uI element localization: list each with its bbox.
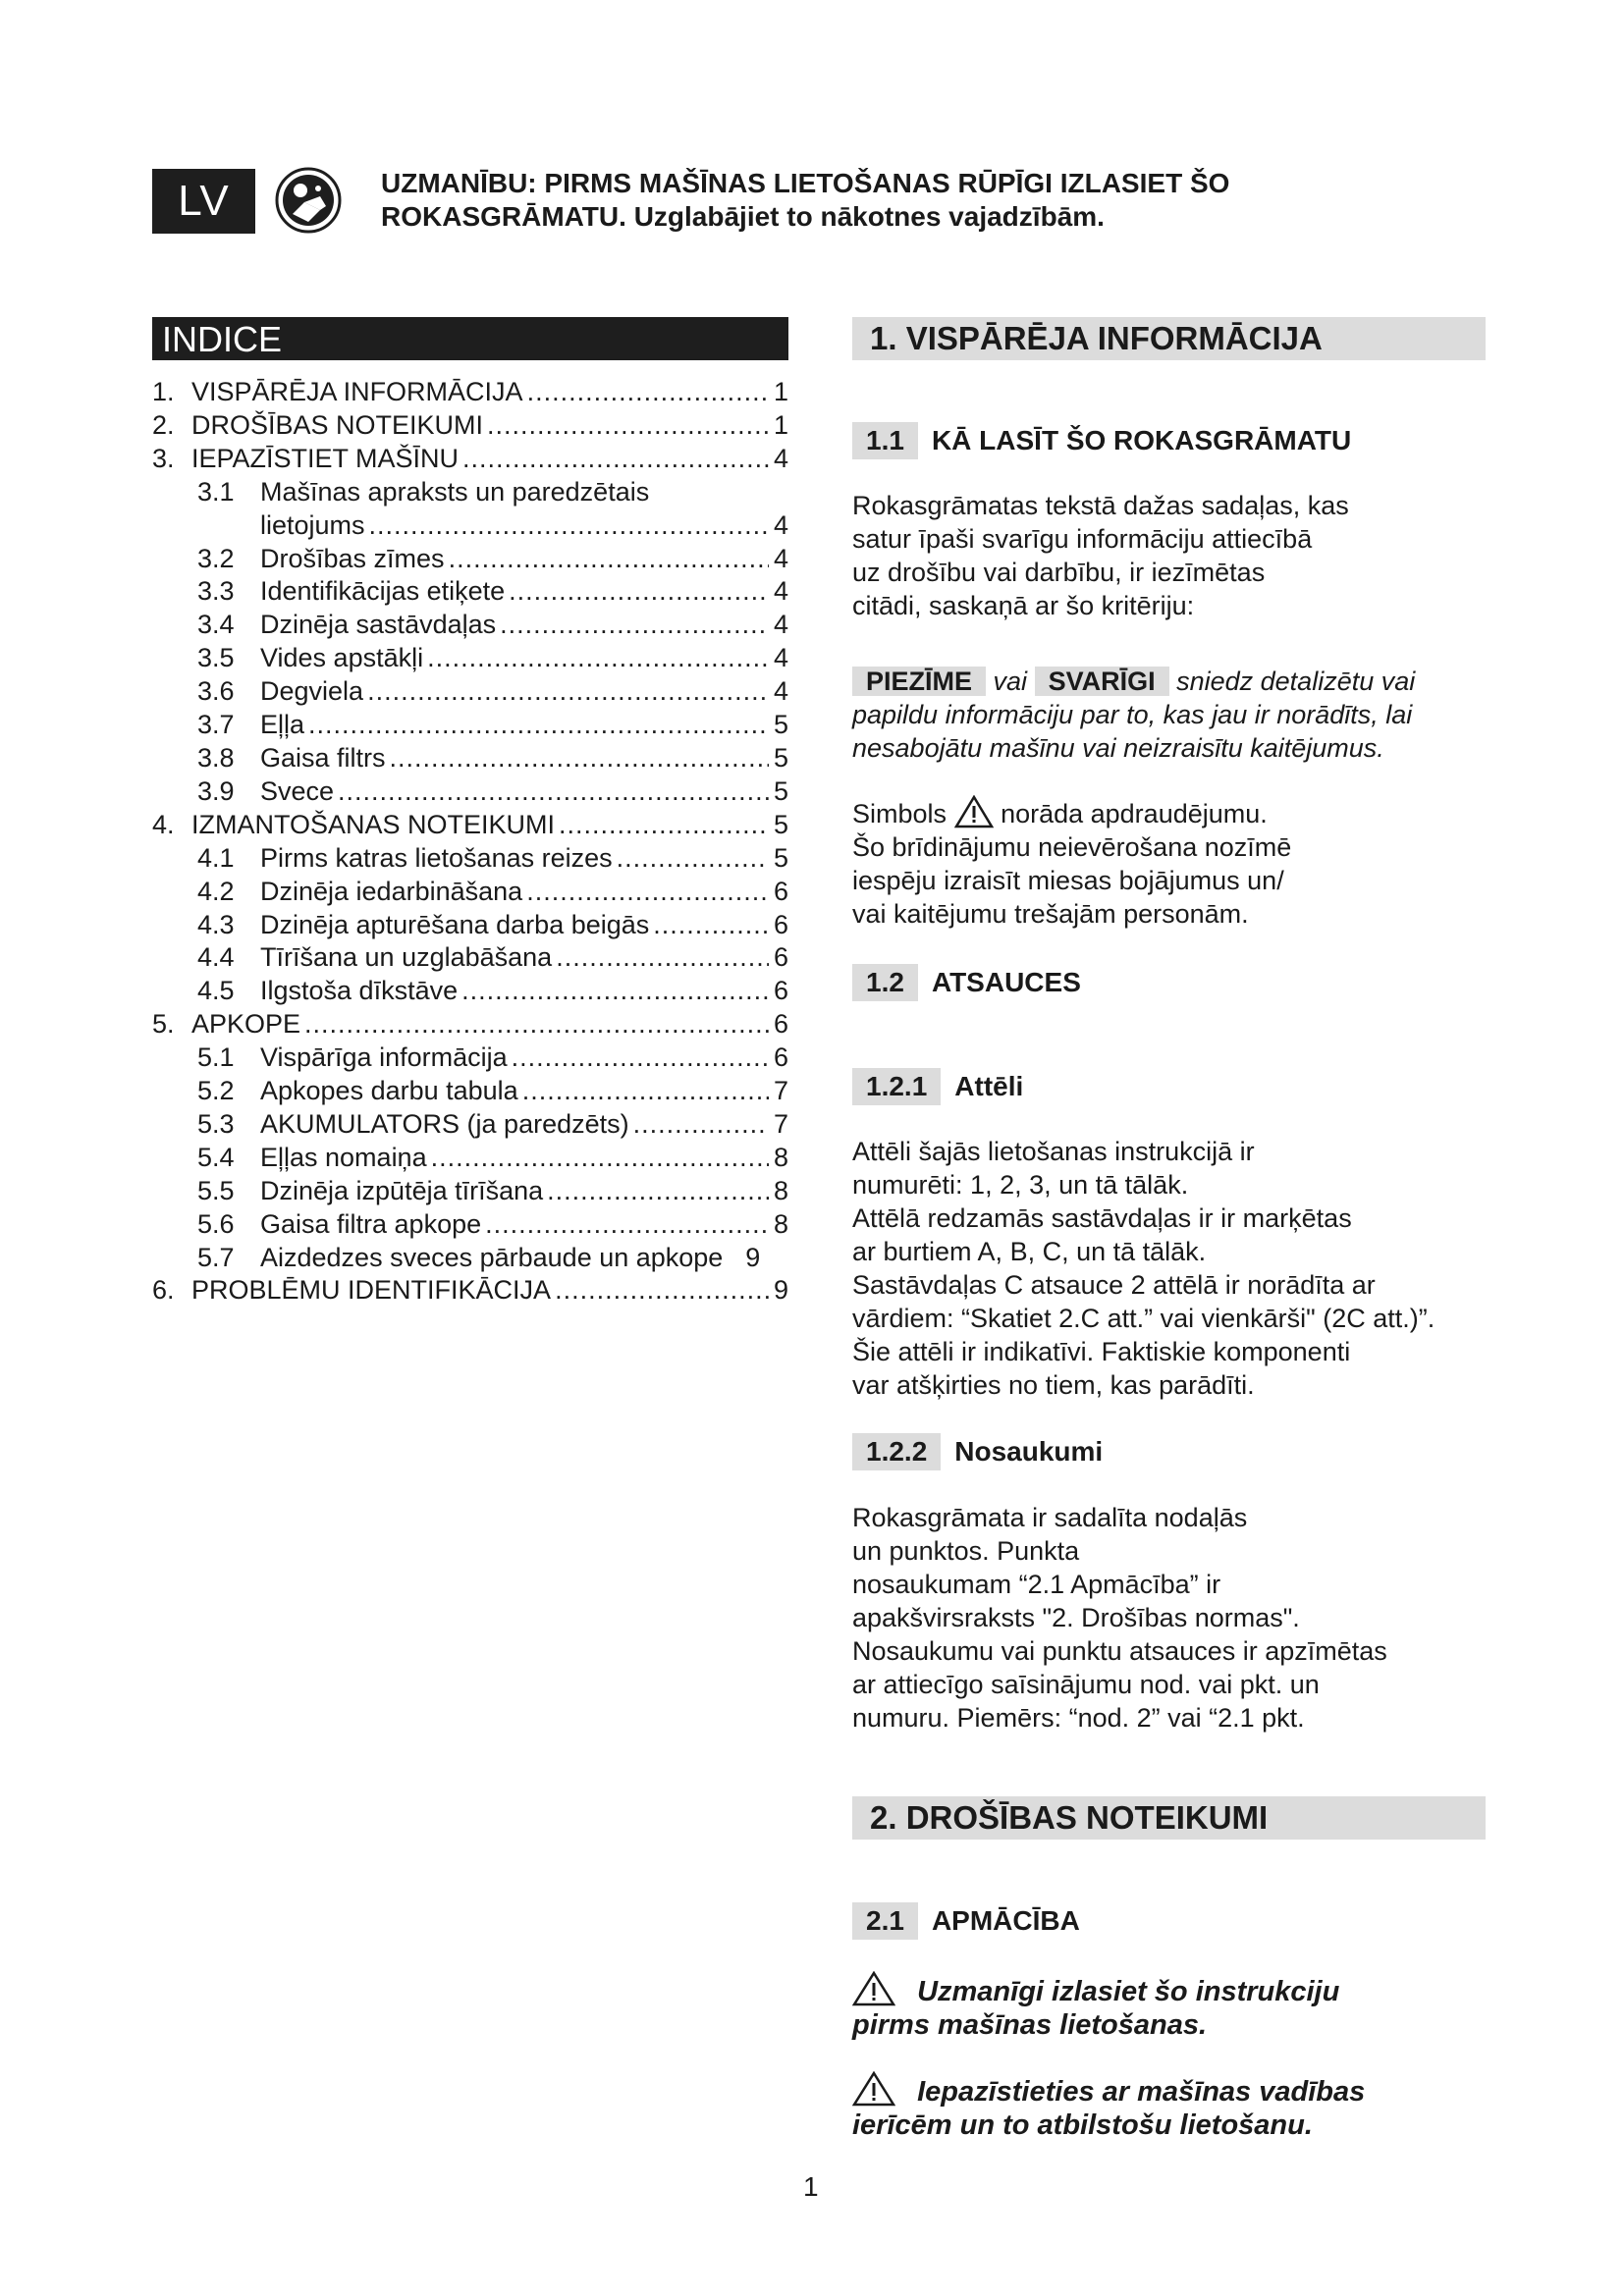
toc-number: 3.1	[197, 476, 235, 507]
page-number: 1	[803, 2171, 819, 2202]
toc-text: IEPAZĪSTIET MAŠĪNU	[191, 443, 460, 473]
text-line: Attēlā redzamās sastāvdaļas ir ir marķētas	[852, 1203, 1352, 1233]
note-label: PIEZĪME	[852, 667, 986, 696]
table-of-contents	[152, 376, 788, 1308]
text-line: ar attiecīgo saīsinājumu nod. vai pkt. un	[852, 1670, 1320, 1699]
toc-leader	[653, 909, 769, 942]
toc-text: Vides apstākļi	[260, 643, 424, 673]
toc-number: 5.	[152, 1009, 175, 1040]
toc-entry	[152, 1008, 788, 1041]
text-line: iespēju izraisīt miesas bojājumus un/	[852, 866, 1284, 895]
toc-page: 5	[773, 842, 788, 873]
toc-text: Tīrīšana un uzglabāšana	[260, 942, 553, 973]
toc-entry-continuation	[152, 509, 788, 543]
toc-leader	[487, 409, 769, 443]
toc-page: 8	[773, 1142, 788, 1172]
text-line: un punktos. Punkta	[852, 1536, 1080, 1566]
toc-text: Eļļa	[260, 710, 305, 740]
note-text-1: sniedz detalizētu vai	[1176, 667, 1416, 696]
toc-leader	[304, 1008, 769, 1041]
text-line: numurēti: 1, 2, 3, un tā tālāk.	[852, 1170, 1189, 1200]
toc-leader	[556, 941, 769, 975]
toc-number: 5.3	[197, 1108, 235, 1139]
subsection-number: 2.1	[852, 1902, 918, 1940]
text-line: Šo brīdinājumu neievērošana nozīmē	[852, 832, 1292, 862]
subsection-title: Attēli	[954, 1071, 1024, 1101]
toc-entry	[152, 1108, 788, 1142]
text-line: apakšvirsraksts "2. Drošības normas".	[852, 1603, 1300, 1632]
warning-read-instructions	[852, 1971, 1490, 2042]
subsection-1-2-2-heading	[852, 1433, 1103, 1470]
text-line: vārdiem: “Skatiet 2.C att.” vai vienkārši" (2C att.)”.	[852, 1304, 1435, 1333]
toc-leader	[522, 1075, 769, 1108]
text-line: Sastāvdaļas C atsauce 2 attēlā ir norādīta ar	[852, 1270, 1376, 1300]
toc-page: 6	[773, 1009, 788, 1040]
toc-page: 4	[773, 443, 788, 473]
text-line: satur īpaši svarīgu informāciju attiecībā	[852, 524, 1313, 554]
toc-text: Mašīnas apraksts un paredzētais	[260, 476, 650, 507]
toc-leader	[617, 842, 769, 876]
toc-leader	[427, 642, 769, 675]
toc-page: 6	[773, 909, 788, 939]
toc-text: Dzinēja apturēšana darba beigās	[260, 909, 650, 939]
read-manual-icon	[275, 167, 342, 234]
language-code: LV	[178, 177, 230, 225]
text-line: citādi, saskaņā ar šo kritēriju:	[852, 591, 1195, 620]
toc-page: 6	[773, 942, 788, 973]
text-line: var atšķirties no tiem, kas parādīti.	[852, 1370, 1255, 1400]
text-line: Nosaukumu vai punktu atsauces ir apzīmētas	[852, 1636, 1387, 1666]
toc-entry	[152, 909, 788, 942]
toc-entry	[152, 975, 788, 1008]
text-line: Rokasgrāmatas tekstā dažas sadaļas, kas	[852, 491, 1349, 520]
toc-number: 4.	[152, 809, 175, 839]
toc-leader	[559, 809, 769, 842]
toc-page: 7	[773, 1108, 788, 1139]
subsection-1-2-1-heading	[852, 1068, 1023, 1105]
toc-number: 5.5	[197, 1175, 235, 1205]
text-line: ar burtiem A, B, C, un tā tālāk.	[852, 1237, 1207, 1266]
toc-text: Eļļas nomaiņa	[260, 1142, 427, 1172]
toc-page: 4	[773, 576, 788, 607]
toc-leader	[500, 609, 769, 642]
toc-page: 1	[773, 377, 788, 406]
warning-triangle-icon	[852, 2071, 895, 2107]
toc-page: 4	[773, 543, 788, 573]
subsection-1-1-heading	[852, 422, 1351, 459]
note-text-3: nesabojātu mašīnu vai neizraisītu kaitējumus.	[852, 733, 1384, 763]
toc-entry	[152, 1041, 788, 1075]
subsection-title: ATSAUCES	[931, 967, 1081, 997]
warning-text-1a: Uzmanīgi izlasiet šo instrukciju	[917, 1976, 1340, 2007]
paragraph-reading-intro	[852, 489, 1490, 622]
toc-page: 9	[745, 1242, 761, 1272]
text-line: Rokasgrāmata ir sadalīta nodaļās	[852, 1503, 1248, 1532]
toc-leader	[462, 443, 769, 476]
toc-number: 2.	[152, 409, 175, 440]
toc-entry	[152, 409, 788, 443]
note-text-2: papildu informāciju par to, kas jau ir norādīts, lai	[852, 700, 1413, 729]
index-title: INDICE	[152, 317, 788, 360]
toc-leader	[461, 975, 769, 1008]
toc-leader	[527, 376, 769, 409]
toc-leader	[369, 509, 769, 543]
toc-text: Dzinēja sastāvdaļas	[260, 610, 497, 640]
toc-number: 5.2	[197, 1076, 235, 1106]
warning-text-1b: pirms mašīnas lietošanas.	[852, 2009, 1208, 2041]
toc-page: 7	[773, 1076, 788, 1106]
toc-text: Dzinēja izpūtēja tīrīšana	[260, 1175, 544, 1205]
warning-triangle-icon	[954, 795, 994, 828]
toc-page: 6	[773, 876, 788, 906]
toc-page: 8	[773, 1208, 788, 1239]
toc-leader	[308, 709, 769, 742]
language-badge	[152, 169, 255, 234]
toc-leader	[547, 1175, 769, 1208]
text-line: Attēli šajās lietošanas instrukcijā ir	[852, 1137, 1255, 1166]
toc-number: 3.7	[197, 710, 235, 740]
note-vai: vai	[993, 667, 1028, 696]
toc-leader	[485, 1208, 769, 1242]
toc-number: 4.3	[197, 909, 235, 939]
toc-number: 3.8	[197, 742, 235, 773]
toc-number: 6.	[152, 1275, 175, 1306]
toc-page: 1	[773, 409, 788, 440]
toc-number: 5.1	[197, 1042, 235, 1073]
toc-number: 5.7	[197, 1242, 235, 1272]
hazard-paragraph	[852, 795, 1490, 931]
toc-leader	[338, 775, 769, 809]
text-line: uz drošību vai darbību, ir iezīmētas	[852, 558, 1266, 587]
toc-text: Pirms katras lietošanas reizes	[260, 842, 613, 873]
symbol-post: norāda apdraudējumu.	[1001, 799, 1268, 828]
toc-entry	[152, 575, 788, 609]
warning-text-2a: Iepazīstieties ar mašīnas vadības	[917, 2076, 1366, 2108]
toc-page: 5	[773, 809, 788, 839]
toc-page: 4	[773, 676, 788, 707]
toc-number: 1.	[152, 377, 175, 406]
toc-page: 6	[773, 1042, 788, 1073]
toc-text: AKUMULATORS (ja paredzēts)	[260, 1108, 629, 1139]
subsection-number: 1.2.2	[852, 1433, 941, 1470]
subsection-number: 1.1	[852, 422, 918, 459]
toc-page: 5	[773, 710, 788, 740]
toc-leader	[633, 1108, 769, 1142]
toc-number: 3.9	[197, 775, 235, 806]
important-label: SVARĪGI	[1035, 667, 1169, 696]
toc-leader	[555, 1274, 769, 1308]
text-line: vai kaitējumu trešajām personām.	[852, 899, 1249, 929]
toc-number: 4.1	[197, 842, 235, 873]
toc-text: Dzinēja iedarbināšana	[260, 876, 523, 906]
toc-leader	[509, 575, 769, 609]
paragraph-titles	[852, 1501, 1490, 1735]
subsection-title: APMĀCĪBA	[931, 1905, 1080, 1936]
text-line: Šie attēli ir indikatīvi. Faktiskie komponenti	[852, 1337, 1351, 1366]
toc-text: VISPĀRĒJA INFORMĀCIJA	[191, 377, 523, 406]
subsection-title: KĀ LASĪT ŠO ROKASGRĀMATU	[931, 425, 1352, 455]
text-line: nosaukumam “2.1 Apmācība” ir	[852, 1570, 1221, 1599]
toc-number: 4.2	[197, 876, 235, 906]
toc-text: APKOPE	[191, 1009, 301, 1040]
toc-number: 3.4	[197, 610, 235, 640]
toc-text: Gaisa filtrs	[260, 742, 386, 773]
toc-text: Gaisa filtra apkope	[260, 1208, 482, 1239]
toc-entry	[152, 1242, 788, 1275]
toc-page: 6	[773, 976, 788, 1006]
toc-text: Ilgstoša dīkstāve	[260, 976, 459, 1006]
toc-entry	[152, 809, 788, 842]
toc-number: 3.	[152, 443, 175, 473]
toc-number: 5.6	[197, 1208, 235, 1239]
toc-entry	[152, 1142, 788, 1175]
warning-line-2: ROKASGRĀMATU. Uzglabājiet to nākotnes vajadzībām.	[381, 201, 1105, 232]
section-1-title: 1. VISPĀRĒJA INFORMĀCIJA	[852, 317, 1486, 360]
toc-entry	[152, 1175, 788, 1208]
toc-number: 3.2	[197, 543, 235, 573]
symbol-pre: Simbols	[852, 799, 947, 828]
toc-page: 4	[773, 610, 788, 640]
toc-text: Identifikācijas etiķete	[260, 576, 506, 607]
toc-entry	[152, 543, 788, 576]
text-line: numuru. Piemērs: “nod. 2” vai “2.1 pkt.	[852, 1703, 1305, 1733]
toc-entry	[152, 1075, 788, 1108]
toc-page: 4	[773, 643, 788, 673]
note-paragraph	[852, 665, 1490, 765]
toc-text: Vispārīga informācija	[260, 1042, 508, 1073]
toc-entry	[152, 842, 788, 876]
toc-leader	[526, 876, 769, 909]
toc-page: 9	[773, 1275, 788, 1306]
toc-entry	[152, 642, 788, 675]
toc-page: 4	[773, 509, 788, 540]
toc-entry	[152, 376, 788, 409]
toc-page: 8	[773, 1175, 788, 1205]
toc-entry	[152, 609, 788, 642]
toc-number: 3.6	[197, 676, 235, 707]
warning-text-2b: ierīcēm un to atbilstošu lietošanu.	[852, 2109, 1313, 2141]
subsection-number: 1.2	[852, 964, 918, 1001]
section-2-title: 2. DROŠĪBAS NOTEIKUMI	[852, 1796, 1486, 1840]
paragraph-figures	[852, 1135, 1490, 1402]
warning-line-1: UZMANĪBU: PIRMS MAŠĪNAS LIETOŠANAS RŪPĪGI IZLASIET ŠO	[381, 168, 1230, 198]
toc-leader	[367, 675, 769, 709]
toc-leader	[449, 543, 769, 576]
toc-number: 4.4	[197, 942, 235, 973]
warning-learn-controls	[852, 2071, 1490, 2142]
subsection-number: 1.2.1	[852, 1068, 941, 1105]
toc-entry	[152, 941, 788, 975]
toc-entry	[152, 476, 788, 509]
toc-text: Aizdedzes sveces pārbaude un apkope	[260, 1242, 724, 1272]
subsection-2-1-heading	[852, 1902, 1080, 1940]
toc-entry	[152, 775, 788, 809]
toc-number: 3.5	[197, 643, 235, 673]
toc-entry	[152, 1274, 788, 1308]
toc-text: Apkopes darbu tabula	[260, 1076, 518, 1106]
toc-text: lietojums	[260, 509, 365, 540]
toc-text: IZMANTOŠANAS NOTEIKUMI	[191, 809, 556, 839]
toc-entry	[152, 675, 788, 709]
toc-leader	[431, 1142, 769, 1175]
toc-entry	[152, 1208, 788, 1242]
subsection-title: Nosaukumi	[954, 1436, 1104, 1467]
toc-number: 4.5	[197, 976, 235, 1006]
toc-text: DROŠĪBAS NOTEIKUMI	[191, 409, 484, 440]
warning-triangle-icon	[852, 1971, 895, 2006]
toc-entry	[152, 742, 788, 775]
toc-entry	[152, 876, 788, 909]
toc-page: 5	[773, 775, 788, 806]
toc-text: Svece	[260, 775, 335, 806]
warning-header	[381, 167, 1363, 234]
toc-number: 5.4	[197, 1142, 235, 1172]
toc-text: PROBLĒMU IDENTIFIKĀCIJA	[191, 1275, 552, 1306]
toc-number: 3.3	[197, 576, 235, 607]
toc-entry	[152, 443, 788, 476]
toc-text: Drošības zīmes	[260, 543, 445, 573]
toc-leader	[390, 742, 769, 775]
toc-entry	[152, 709, 788, 742]
toc-text: Degviela	[260, 676, 364, 707]
subsection-1-2-heading	[852, 964, 1081, 1001]
toc-page: 5	[773, 742, 788, 773]
toc-leader	[512, 1041, 769, 1075]
